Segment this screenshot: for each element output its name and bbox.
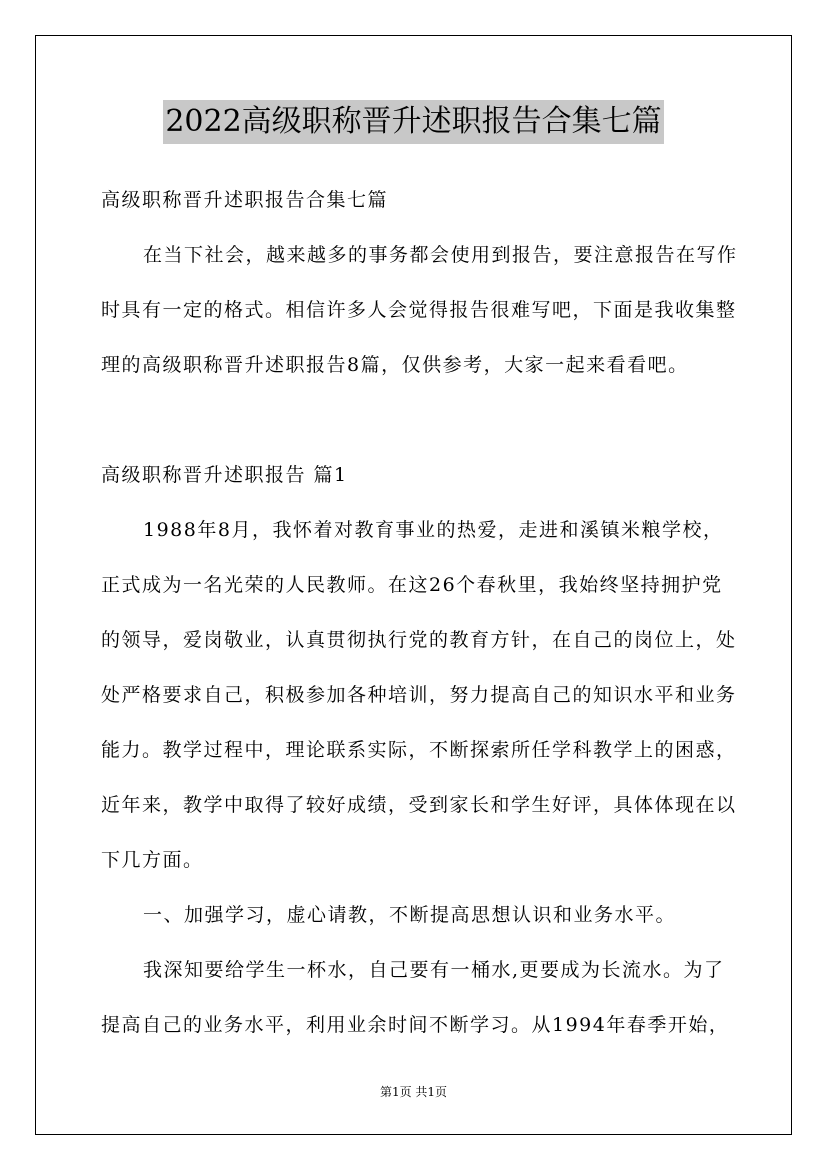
section-heading: 高级职称晋升述职报告 篇1 — [101, 464, 348, 486]
title-container — [0, 100, 827, 144]
document-body — [101, 173, 741, 1053]
point-1-heading: 一、加强学习，虚心请教，不断提高思想认识和业务水平。 — [143, 904, 677, 926]
document-subtitle: 高级职称晋升述职报告合集七篇 — [101, 189, 389, 211]
page-footer: 第1页 共1页 — [379, 1085, 448, 1099]
body-paragraph-2: 我深知要给学生一杯水，自己要有一桶水,更要成为长流水。为了提高自己的业务水平，利用业余时间不断学习。从1994年春季开始， — [101, 959, 730, 1036]
body-paragraph-1: 1988年8月，我怀着对教育事业的热爱，走进和溪镇米粮学校，正式成为一名光荣的人民教师。在这26个春秋里，我始终坚持拥护党的领导，爱岗敬业，认真贯彻执行党的教育方针，在自己的岗位上，处处严格要求自己，积极参加各种培训，努力提高自己的知识水平和业务能力。教学过程中，理论联系实际，不断探索所任学科教学上的困惑，近年来，教学中取得了较好成绩，受到家长和学生好评，具体体现在以下几方面。 — [101, 519, 737, 871]
document-title: 2022高级职称晋升述职报告合集七篇 — [163, 100, 663, 144]
section-spacer — [101, 393, 741, 448]
intro-paragraph: 在当下社会，越来越多的事务都会使用到报告，要注意报告在写作时具有一定的格式。相信许多人会觉得报告很难写吧，下面是我收集整理的高级职称晋升述职报告8篇，仅供参考，大家一起来看看吧。 — [101, 244, 738, 376]
